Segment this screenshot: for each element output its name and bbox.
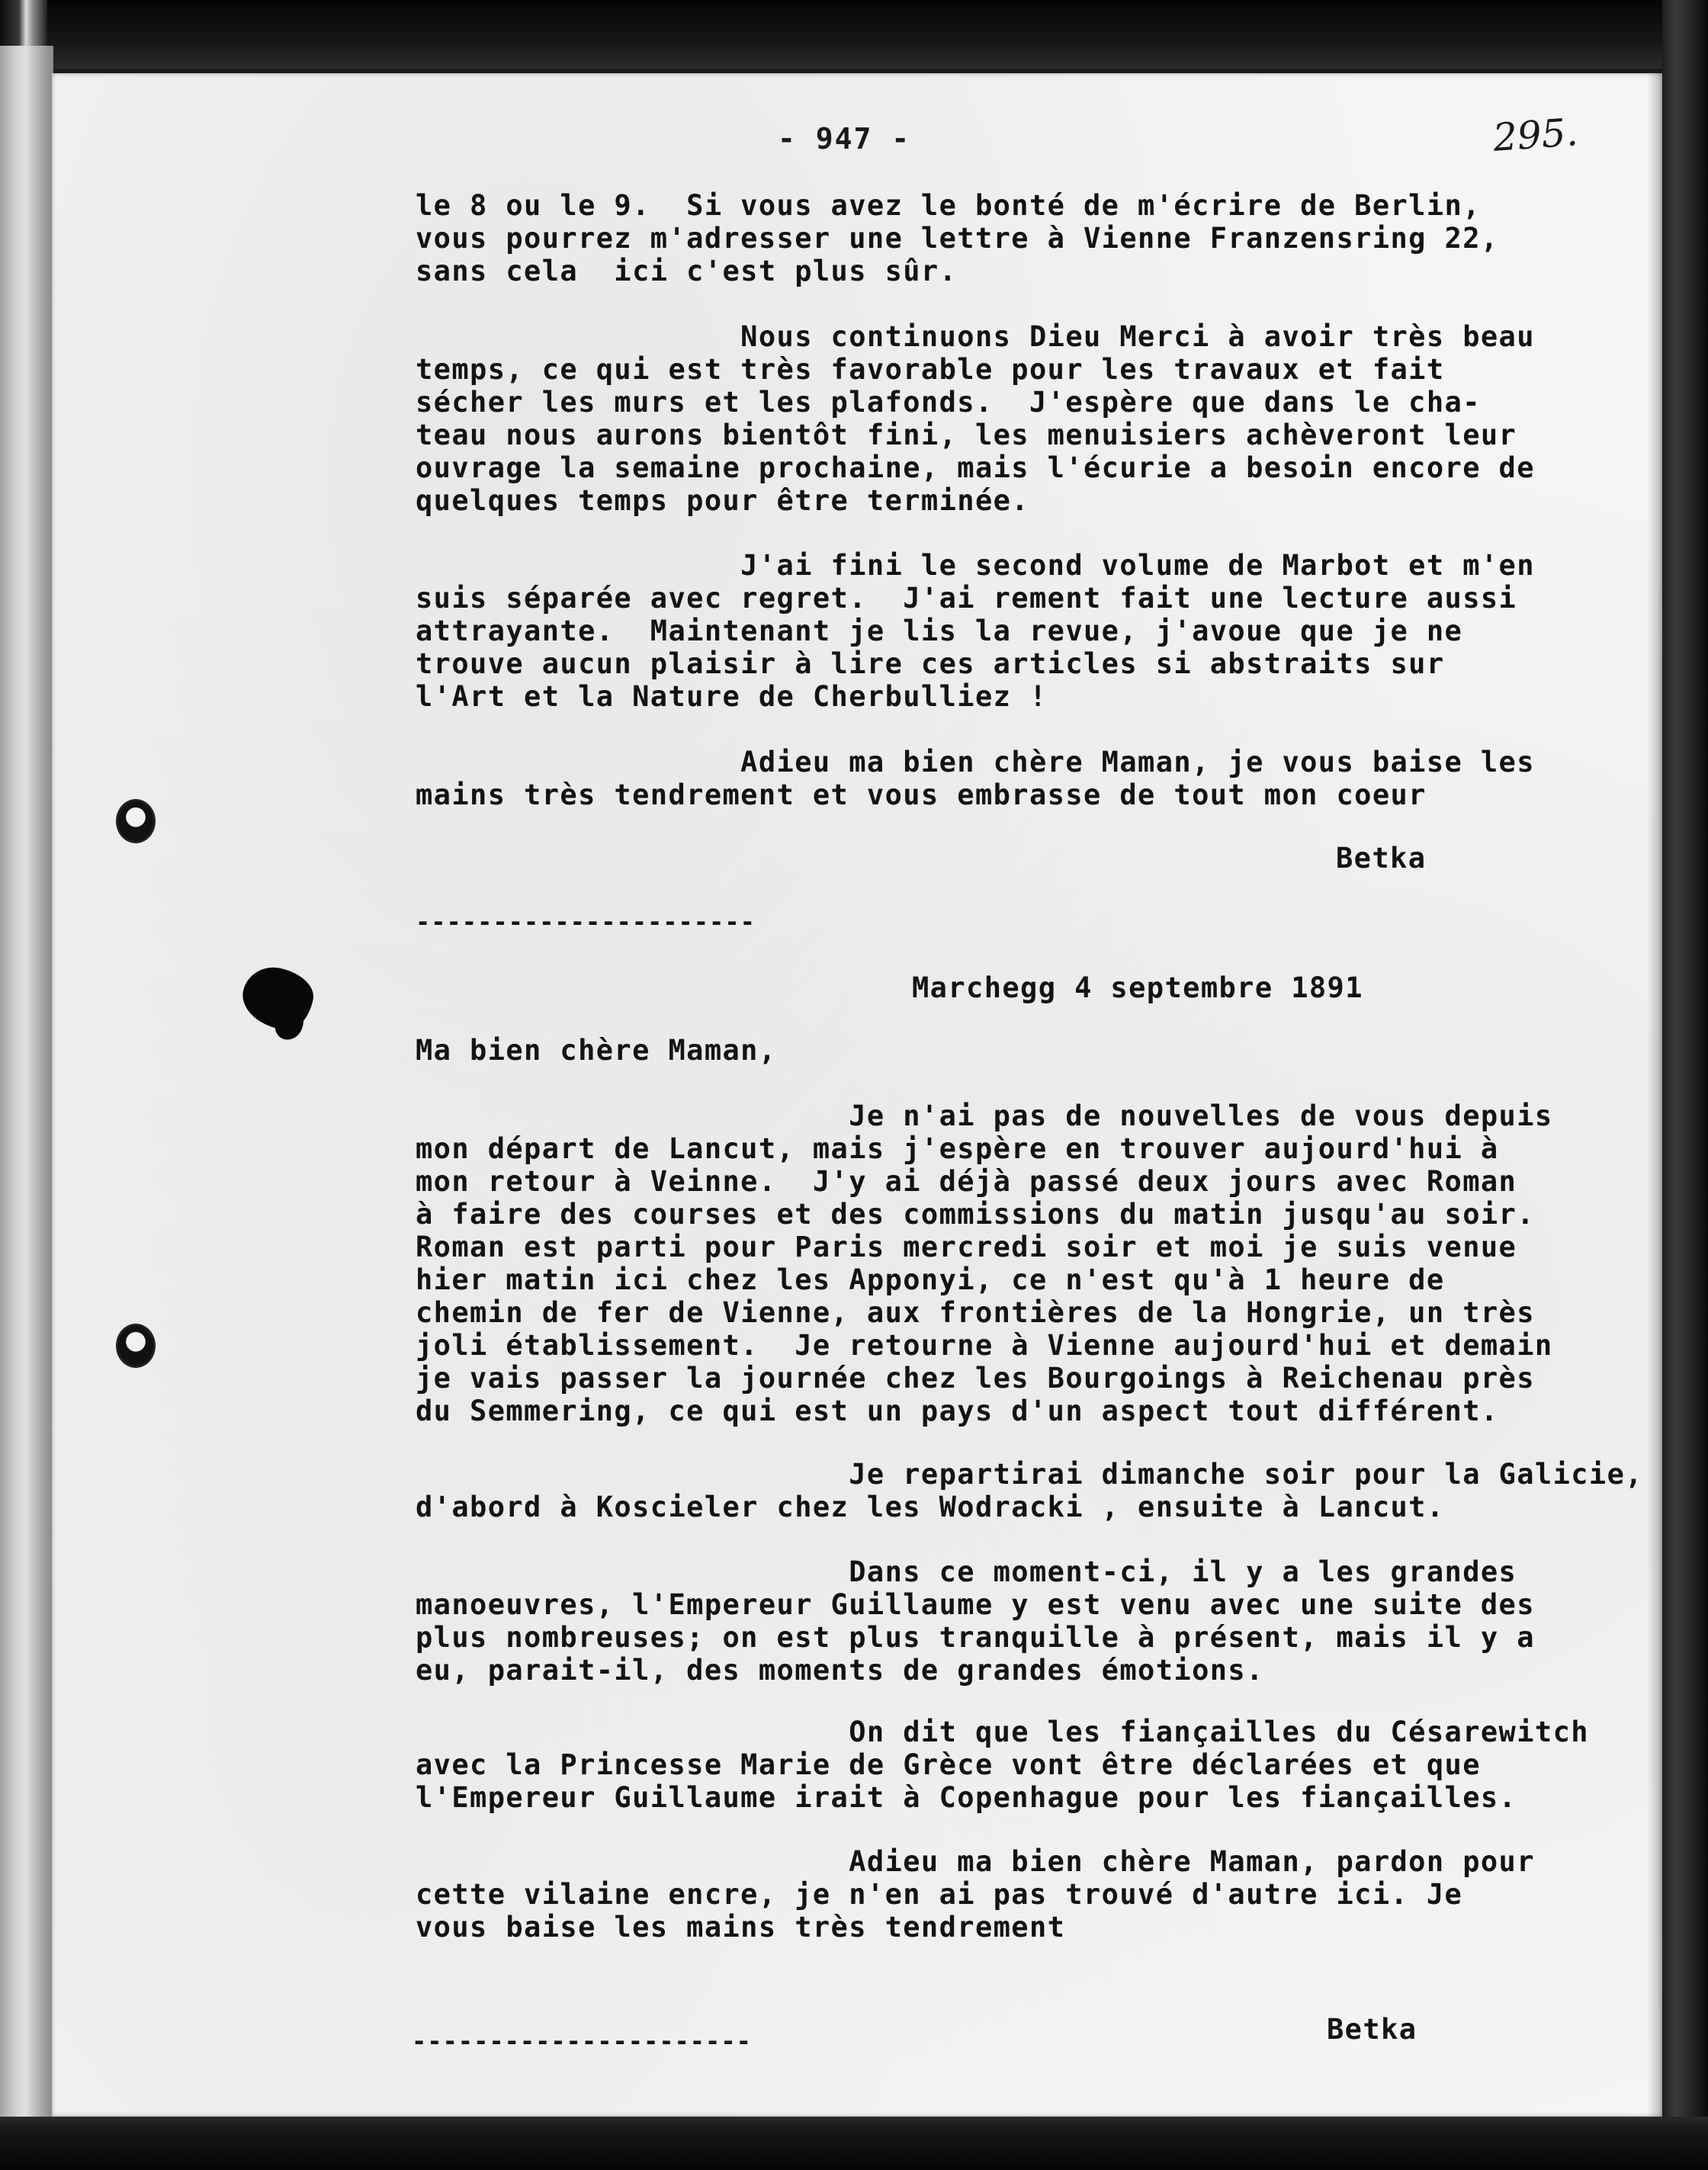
- page-number: - 947 -: [778, 122, 911, 156]
- folio-number: 295.: [1491, 110, 1580, 160]
- letter2-signature: Betka: [1327, 2013, 1417, 2046]
- punch-hole-bottom: [116, 1324, 156, 1368]
- letter2-paragraph-5: Adieu ma bien chère Maman, pardon pour cette vilaine encre, je n'en ai pas trouvé d'autre ici. Je vous baise les mains très tendrement: [416, 1845, 1535, 1944]
- scanner-bottom-edge: [0, 2117, 1708, 2170]
- page-shadow: [1647, 73, 1662, 2117]
- binder-strip: [0, 46, 53, 2135]
- letter2-paragraph-2: Je repartirai dimanche soir pour la Galicie, d'abord à Koscieler chez les Wodracki , ensuite à Lancut.: [416, 1458, 1643, 1523]
- letter1-paragraph-2: Nous continuons Dieu Merci à avoir très beau temps, ce qui est très favorable pour les travaux et fait sécher les murs et les plafonds. J'espère que dans le cha- teau nous aurons bientôt fini, les menuisiers achèveront leur ouvrage la semaine prochaine, mais l'écurie a besoin encore de quelques temps pour être terminée.: [416, 320, 1535, 517]
- letter1-signature: Betka: [1336, 842, 1427, 875]
- letter2-dateline: Marchegg 4 septembre 1891: [912, 971, 1363, 1004]
- letter2-paragraph-1: Je n'ai pas de nouvelles de vous depuis mon départ de Lancut, mais j'espère en trouver aujourd'hui à mon retour à Veinne. J'y ai déjà passé deux jours avec Roman à faire des courses et des commissions du matin jusqu'au soir. Roman est parti pour Paris mercredi soir et moi je suis venue hier matin ici chez les Apponyi, ce n'est qu'à 1 heure de chemin de fer de Vienne, aux frontières de la Hongrie, un très joli établissement. Je retourne à Vienne aujourd'hui et demain je vais passer la journée chez les Bourgoings à Reichenau près du Semmering, ce qui est un pays d'un aspect tout différent.: [416, 1099, 1553, 1427]
- letter2-salutation: Ma bien chère Maman,: [416, 1034, 777, 1067]
- letter2-paragraph-4: On dit que les fiançailles du Césarewitch avec la Princesse Marie de Grèce vont être déclarées et que l'Empereur Guillaume irait à Copenhague pour les fiançailles.: [416, 1716, 1589, 1814]
- scanner-top-edge: [0, 0, 1708, 69]
- letter1-paragraph-1: le 8 ou le 9. Si vous avez le bonté de m'écrire de Berlin, vous pourrez m'adresser une lettre à Vienne Franzensring 22, sans cela ici c'est plus sûr.: [416, 189, 1499, 287]
- punch-hole-top: [116, 799, 156, 843]
- letter2-paragraph-3: Dans ce moment-ci, il y a les grandes manoeuvres, l'Empereur Guillaume y est venu avec une suite des plus nombreuses; on est plus tranquille à présent, mais il y a eu, parait-il, des moments de grandes émotions.: [416, 1555, 1535, 1687]
- letter2-separator: ----------------------: [412, 2027, 752, 2056]
- scanner-right-edge: [1662, 0, 1708, 2170]
- letter1-paragraph-3: J'ai fini le second volume de Marbot et m'en suis séparée avec regret. J'ai rement fait une lecture aussi attrayante. Maintenant je lis la revue, j'avoue que je ne trouve aucun plaisir à lire ces articles si abstraits sur l'Art et la Nature de Cherbulliez !: [416, 549, 1535, 713]
- letter1-paragraph-4: Adieu ma bien chère Maman, je vous baise les mains très tendrement et vous embrasse de tout mon coeur: [416, 746, 1535, 811]
- letter1-separator: ----------------------: [416, 907, 756, 936]
